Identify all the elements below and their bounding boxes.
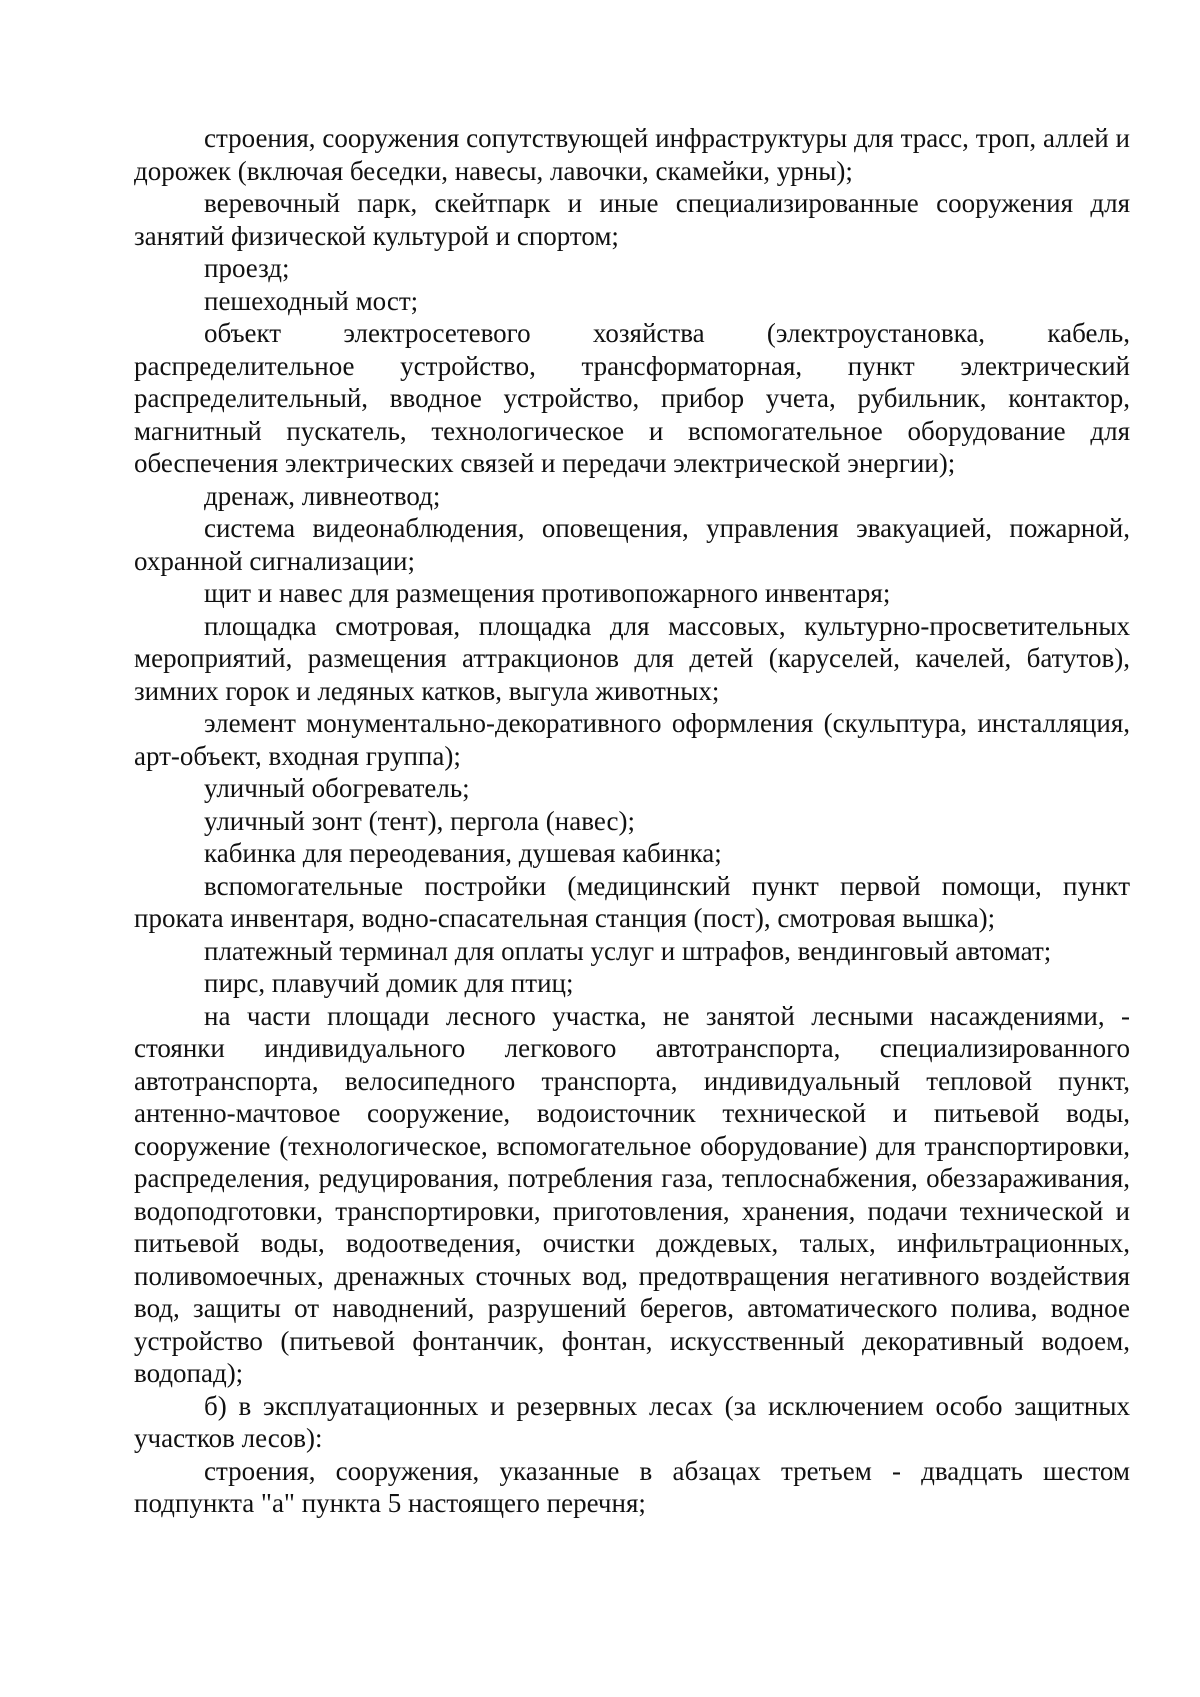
paragraph: пирс, плавучий домик для птиц; [204, 968, 574, 998]
paragraph: объект электросетевого хозяйства (электроустановка, кабель, распределительное устройство, трансформаторная, пункт электрический распределительный, вводное устройство, прибор учета, рубильник, контактор, магнитный пускатель, технологическое и вспомогательное оборудование для обеспечения электрических связей и передачи электрической энергии); [134, 318, 1130, 478]
document-page [134, 122, 1130, 1520]
paragraph: на части площади лесного участка, не занятой лесными насаждениями, - стоянки индивидуального легкового автотранспорта, специализированного автотранспорта, велосипедного транспорта, индивидуальный тепловой пункт, антенно-мачтовое сооружение, водоисточник технической и питьевой воды, сооружение (технологическое, вспомогательное оборудование) для транспортировки, распределения, редуцирования, потребления газа, теплоснабжения, обеззараживания, водоподготовки, транспортировки, приготовления, хранения, подачи технической и питьевой воды, водоотведения, очистки дождевых, талых, инфильтрационных, поливомоечных, дренажных сточных вод, предотвращения негативного воздействия вод, защиты от наводнений, разрушений берегов, автоматического полива, водное устройство (питьевой фонтанчик, фонтан, искусственный декоративный водоем, водопад); [134, 1000, 1130, 1388]
paragraph: система видеонаблюдения, оповещения, управления эвакуацией, пожарной, охранной сигнализации; [134, 513, 1130, 576]
paragraph: строения, сооружения сопутствующей инфраструктуры для трасс, троп, аллей и дорожек (включая беседки, навесы, лавочки, скамейки, урны); [134, 123, 1130, 186]
paragraph: кабинка для переодевания, душевая кабинка; [204, 838, 722, 868]
paragraph: уличный обогреватель; [204, 773, 470, 803]
paragraph: площадка смотровая, площадка для массовых, культурно-просветительных мероприятий, размещения аттракционов для детей (каруселей, качелей, батутов), зимних горок и ледяных катков, выгула животных; [134, 610, 1130, 706]
paragraph: б) в эксплуатационных и резервных лесах (за исключением особо защитных участков лесов): [134, 1390, 1130, 1453]
paragraph: проезд; [204, 253, 290, 283]
paragraph: строения, сооружения, указанные в абзацах третьем - двадцать шестом подпункта "а" пункта 5 настоящего перечня; [134, 1455, 1130, 1518]
paragraph: дренаж, ливнеотвод; [204, 480, 441, 511]
paragraph: вспомогательные постройки (медицинский пункт первой помощи, пункт проката инвентаря, водно-спасательная станция (пост), смотровая вышка); [134, 870, 1130, 933]
paragraph: веревочный парк, скейтпарк и иные специализированные сооружения для занятий физической культурой и спортом; [134, 188, 1130, 251]
paragraph: щит и навес для размещения противопожарного инвентаря; [204, 578, 891, 608]
paragraph: пешеходный мост; [204, 285, 419, 316]
paragraph: уличный зонт (тент), пергола (навес); [204, 805, 635, 836]
paragraph: платежный терминал для оплаты услуг и штрафов, вендинговый автомат; [204, 935, 1052, 966]
paragraph: элемент монументально-декоративного оформления (скульптура, инсталляция, арт-объект, входная группа); [134, 708, 1130, 771]
